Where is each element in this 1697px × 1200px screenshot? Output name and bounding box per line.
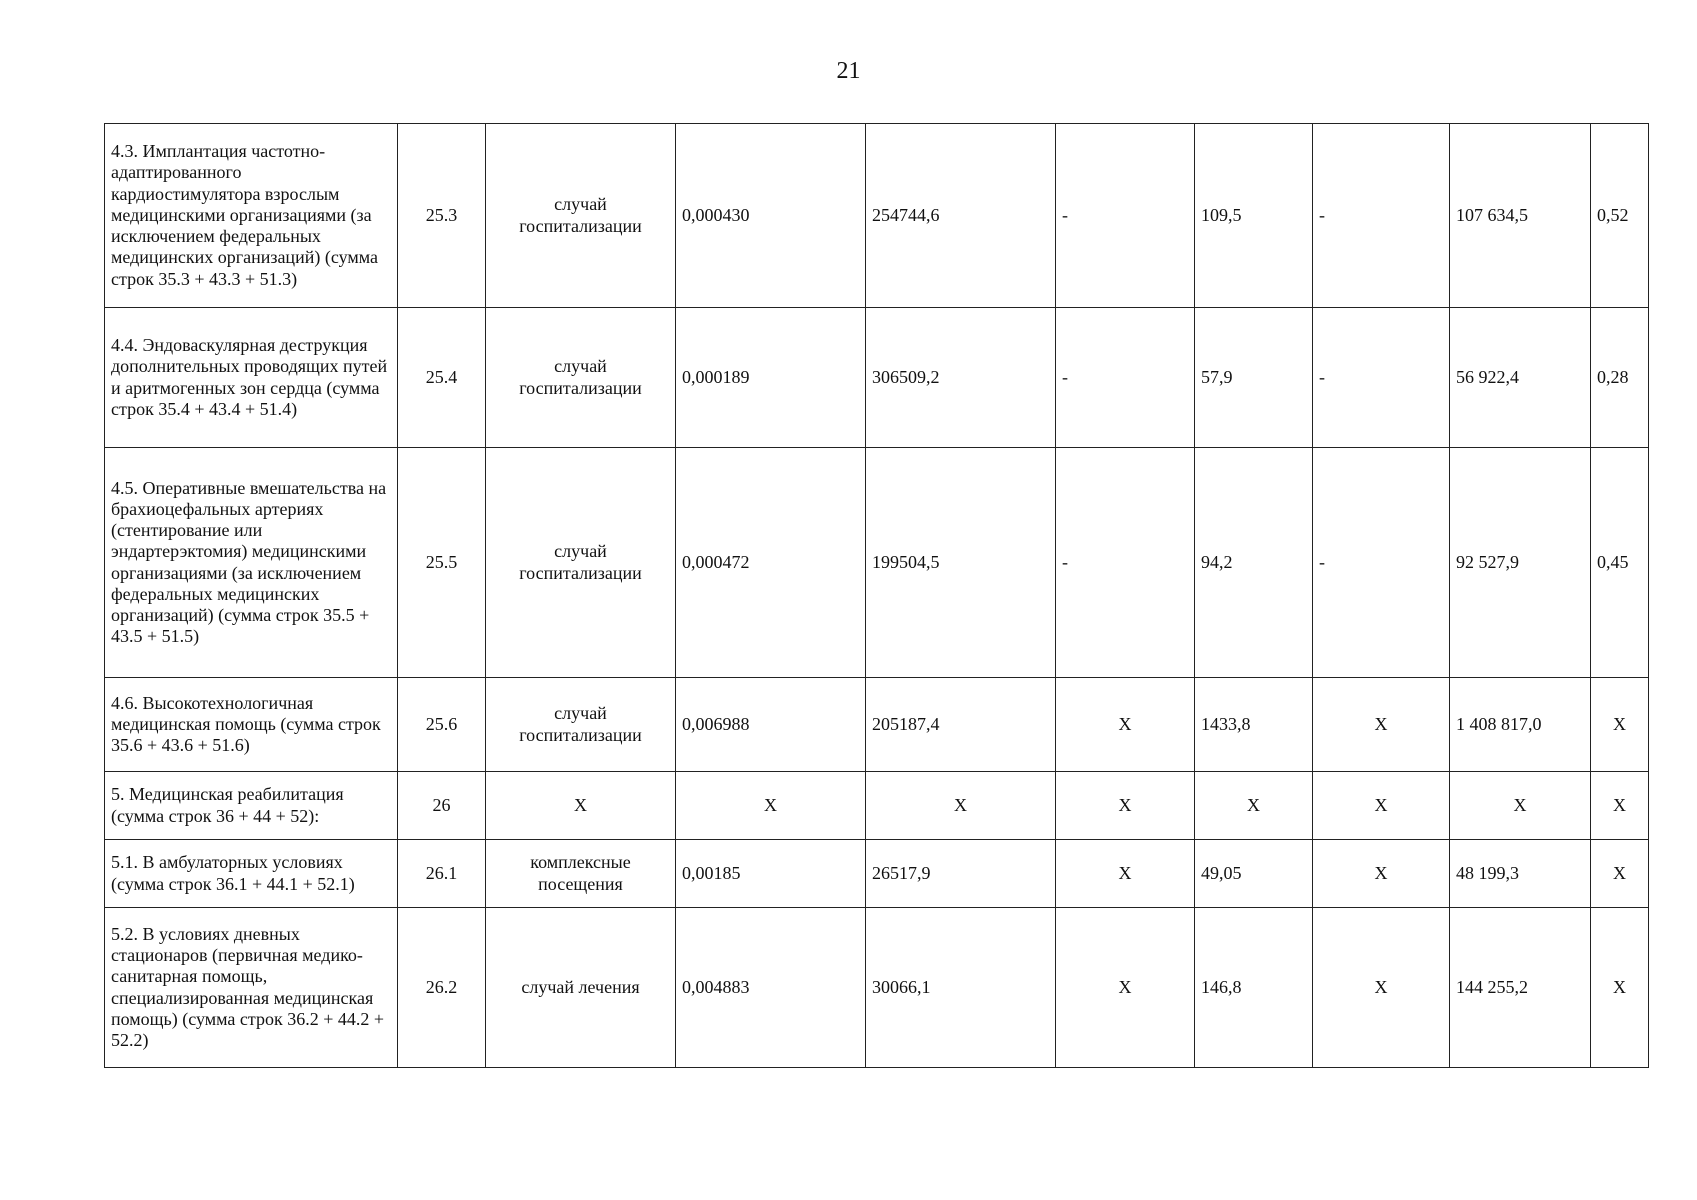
row-col6: X	[1056, 772, 1195, 840]
row-code: 25.5	[398, 448, 486, 678]
row-col7: 57,9	[1195, 308, 1313, 448]
row-col6: X	[1056, 678, 1195, 772]
row-col8: -	[1313, 308, 1450, 448]
row-name: 4.5. Оперативные вмешательства на брахиоцефальных артериях (стентирование или эндартерэктомия) медицинскими организациями (за исключением федеральных медицинских организаций) (сумма строк 35.5 + 43.5 + 51.5)	[105, 448, 398, 678]
row-cost: 306509,2	[866, 308, 1056, 448]
row-cost: 254744,6	[866, 124, 1056, 308]
row-code: 26.2	[398, 908, 486, 1068]
row-col6: X	[1056, 908, 1195, 1068]
row-col9: X	[1450, 772, 1591, 840]
table-row	[105, 678, 1649, 772]
row-col9: 107 634,5	[1450, 124, 1591, 308]
row-col8: X	[1313, 840, 1450, 908]
row-col7: X	[1195, 772, 1313, 840]
row-norm: 0,006988	[676, 678, 866, 772]
row-unit: случай лечения	[486, 908, 676, 1068]
row-col10: 0,52	[1591, 124, 1649, 308]
row-name: 5.1. В амбулаторных условиях (сумма строк 36.1 + 44.1 + 52.1)	[105, 840, 398, 908]
row-cost: 205187,4	[866, 678, 1056, 772]
table-row	[105, 772, 1649, 840]
row-col8: -	[1313, 448, 1450, 678]
row-unit: случай госпитализации	[486, 308, 676, 448]
row-col8: -	[1313, 124, 1450, 308]
row-code: 26	[398, 772, 486, 840]
row-norm: 0,000189	[676, 308, 866, 448]
row-col6: X	[1056, 840, 1195, 908]
row-code: 25.3	[398, 124, 486, 308]
table-row	[105, 908, 1649, 1068]
row-col7: 94,2	[1195, 448, 1313, 678]
row-name: 4.6. Высокотехнологичная медицинская помощь (сумма строк 35.6 + 43.6 + 51.6)	[105, 678, 398, 772]
row-col8: X	[1313, 678, 1450, 772]
row-norm: X	[676, 772, 866, 840]
row-col10: X	[1591, 840, 1649, 908]
row-col10: 0,45	[1591, 448, 1649, 678]
row-name: 4.3. Имплантация частотно-адаптированного кардиостимулятора взрослым медицинскими организациями (за исключением федеральных медицинских организаций) (сумма строк 35.3 + 43.3 + 51.3)	[105, 124, 398, 308]
row-col9: 144 255,2	[1450, 908, 1591, 1068]
row-unit: случай госпитализации	[486, 124, 676, 308]
row-col6: -	[1056, 308, 1195, 448]
row-name: 4.4. Эндоваскулярная деструкция дополнительных проводящих путей и аритмогенных зон сердца (сумма строк 35.4 + 43.4 + 51.4)	[105, 308, 398, 448]
row-code: 26.1	[398, 840, 486, 908]
row-cost: X	[866, 772, 1056, 840]
row-name: 5. Медицинская реабилитация (сумма строк 36 + 44 + 52):	[105, 772, 398, 840]
row-name: 5.2. В условиях дневных стационаров (первичная медико-санитарная помощь, специализированная медицинская помощь) (сумма строк 36.2 + 44.2 + 52.2)	[105, 908, 398, 1068]
table-row	[105, 448, 1649, 678]
row-cost: 199504,5	[866, 448, 1056, 678]
row-col10: X	[1591, 908, 1649, 1068]
page-number: 21	[836, 58, 861, 84]
row-col7: 109,5	[1195, 124, 1313, 308]
row-norm: 0,004883	[676, 908, 866, 1068]
table-row	[105, 840, 1649, 908]
row-col7: 146,8	[1195, 908, 1313, 1068]
row-col9: 92 527,9	[1450, 448, 1591, 678]
row-norm: 0,000472	[676, 448, 866, 678]
row-col6: -	[1056, 124, 1195, 308]
row-col10: X	[1591, 772, 1649, 840]
data-table	[104, 123, 1649, 1068]
table-row	[105, 308, 1649, 448]
row-col9: 1 408 817,0	[1450, 678, 1591, 772]
row-col8: X	[1313, 772, 1450, 840]
row-col6: -	[1056, 448, 1195, 678]
row-norm: 0,00185	[676, 840, 866, 908]
table-row	[105, 124, 1649, 308]
row-unit: X	[486, 772, 676, 840]
row-col9: 56 922,4	[1450, 308, 1591, 448]
row-col9: 48 199,3	[1450, 840, 1591, 908]
row-col8: X	[1313, 908, 1450, 1068]
row-cost: 30066,1	[866, 908, 1056, 1068]
row-unit: случай госпитализации	[486, 678, 676, 772]
row-col7: 49,05	[1195, 840, 1313, 908]
row-col10: X	[1591, 678, 1649, 772]
row-code: 25.6	[398, 678, 486, 772]
row-unit: комплексные посещения	[486, 840, 676, 908]
row-col7: 1433,8	[1195, 678, 1313, 772]
row-cost: 26517,9	[866, 840, 1056, 908]
row-code: 25.4	[398, 308, 486, 448]
row-col10: 0,28	[1591, 308, 1649, 448]
row-unit: случай госпитализации	[486, 448, 676, 678]
row-norm: 0,000430	[676, 124, 866, 308]
